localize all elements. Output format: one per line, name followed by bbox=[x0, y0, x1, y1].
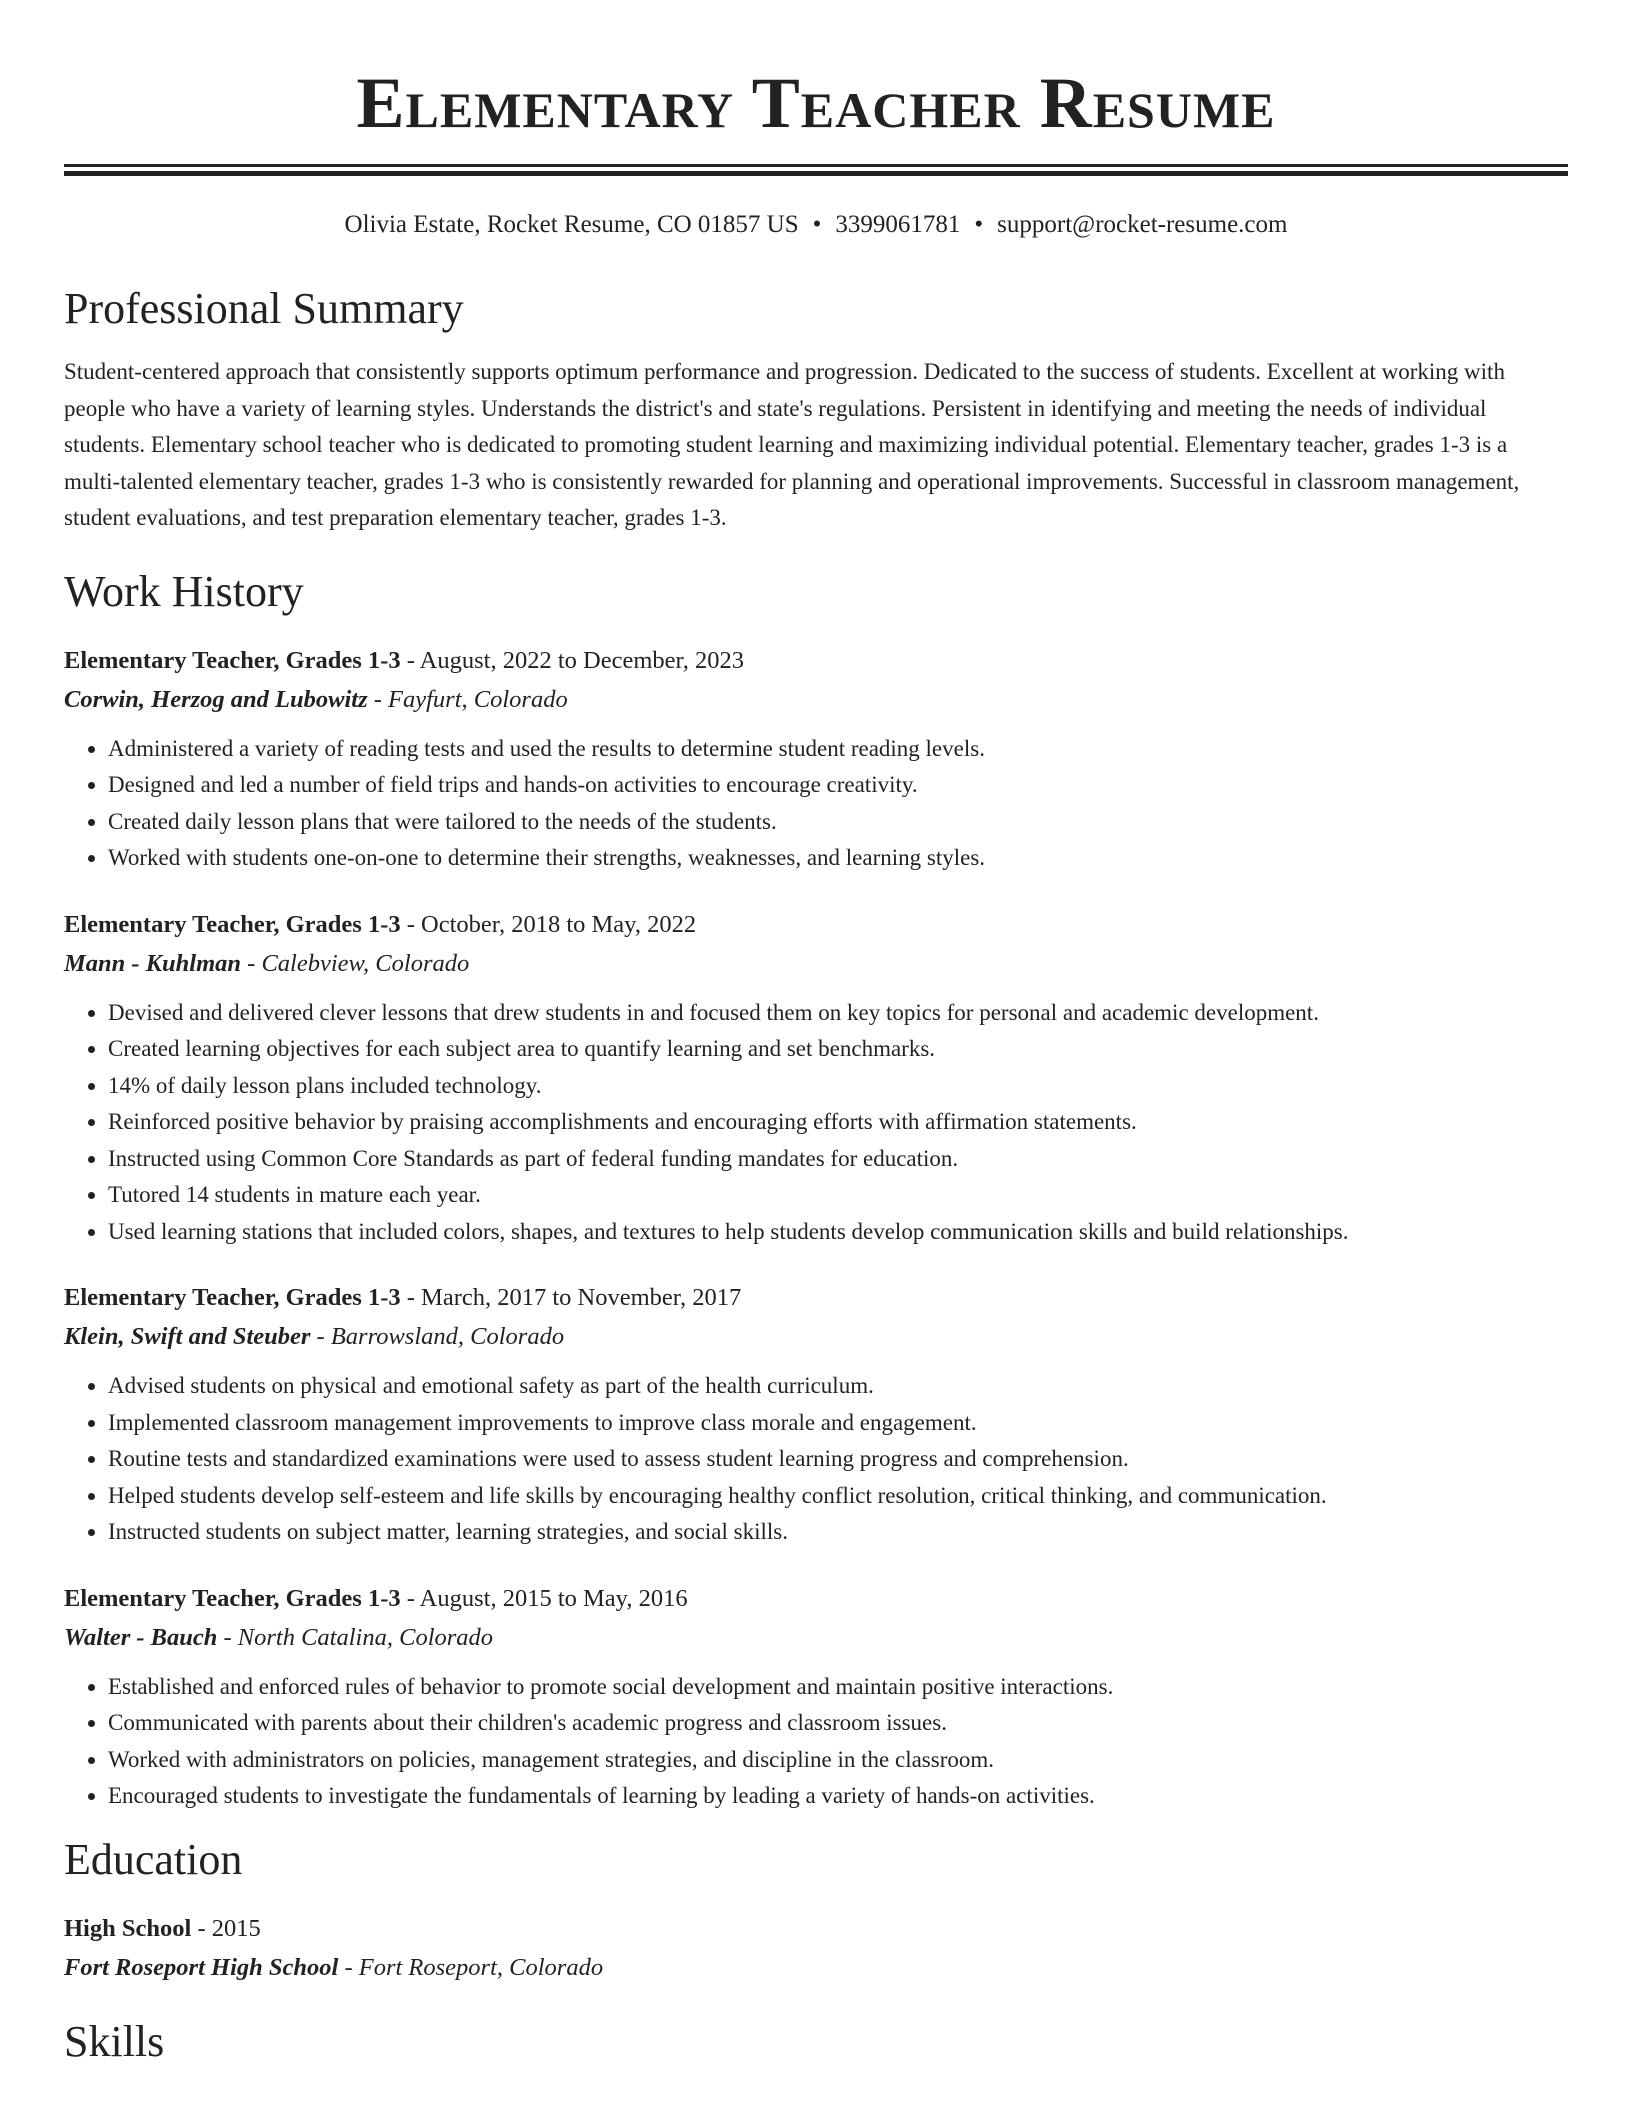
education-school-line bbox=[64, 1948, 1568, 1987]
education-heading: Education bbox=[64, 1834, 243, 1884]
title-divider bbox=[64, 164, 1568, 176]
job-title: Elementary Teacher, Grades 1-3 bbox=[64, 646, 401, 674]
job-location: - Fayfurt, Colorado bbox=[367, 685, 568, 713]
education-degree: High School bbox=[64, 1914, 192, 1942]
job-bullet: • Designed and led a number of field trips and hands-on activities to encourage creativity. bbox=[108, 767, 1568, 804]
job-bullet: • Instructed students on subject matter, learning strategies, and social skills. bbox=[108, 1514, 1568, 1551]
job-bullet: • Communicated with parents about their children's academic progress and classroom issues. bbox=[108, 1705, 1568, 1742]
contact-line bbox=[64, 208, 1568, 242]
work-history-heading: Work History bbox=[64, 566, 304, 616]
job-bullet: • Worked with students one-on-one to determine their strengths, weaknesses, and learning styles. bbox=[108, 840, 1568, 877]
education-entry bbox=[64, 1909, 1568, 1987]
summary-text: Student-centered approach that consistently supports optimum performance and progression. Dedicated to the success of students. Excellent at working with people who have a variety of learning styles. Understands the district's and state's regulations. Persistent in identifying and meeting the needs of individual students. Elementary school teacher who is dedicated to promoting student learning and maximizing individual potential. Elementary teacher, grades 1-3 is a multi-talented elementary teacher, grades 1-3 who is consistently rewarded for planning and operational improvements. Successful in classroom management, student evaluations, and test preparation elementary teacher, grades 1-3. bbox=[64, 359, 1520, 530]
job-employer-line bbox=[64, 680, 1568, 719]
summary-heading: Professional Summary bbox=[64, 284, 464, 333]
contact-separator: • bbox=[812, 211, 822, 238]
job-bullet: • 14% of daily lesson plans included technology. bbox=[108, 1068, 1568, 1105]
job-company: Walter - Bauch bbox=[64, 1623, 218, 1651]
contact-phone: 3399061781 bbox=[835, 211, 961, 238]
skills-heading: Skills bbox=[64, 2016, 165, 2066]
job-bullet: • Worked with administrators on policies, management strategies, and discipline in the classroom. bbox=[108, 1742, 1568, 1779]
job-location: - Barrowsland, Colorado bbox=[310, 1323, 565, 1350]
education-school: Fort Roseport High School bbox=[64, 1953, 339, 1981]
job-employer-line bbox=[64, 1317, 1568, 1356]
job-bullet: • Encouraged students to investigate the fundamentals of learning by leading a variety of hands-on activities. bbox=[108, 1778, 1568, 1815]
job-title-line bbox=[64, 641, 1568, 680]
job-bullets bbox=[64, 731, 1568, 877]
job-entry bbox=[64, 1579, 1568, 1815]
contact-address: Olivia Estate, Rocket Resume, CO 01857 US bbox=[344, 211, 799, 238]
job-company: Mann - Kuhlman bbox=[64, 949, 242, 977]
job-bullet: • Reinforced positive behavior by praising accomplishments and encouraging efforts with affirmation statements. bbox=[108, 1104, 1568, 1141]
job-bullet: • Routine tests and standardized examinations were used to assess student learning progress and comprehension. bbox=[108, 1441, 1568, 1478]
job-bullet: • Implemented classroom management improvements to improve class morale and engagement. bbox=[108, 1405, 1568, 1442]
job-entry bbox=[64, 905, 1568, 1251]
job-company: Corwin, Herzog and Lubowitz bbox=[64, 685, 368, 713]
job-bullet: • Helped students develop self-esteem and life skills by encouraging healthy conflict resolution, critical thinking, and communication. bbox=[108, 1478, 1568, 1515]
job-entry bbox=[64, 1278, 1568, 1551]
job-bullet: • Devised and delivered clever lessons that drew students in and focused them on key topics for personal and academic development. bbox=[108, 995, 1568, 1032]
job-title: Elementary Teacher, Grades 1-3 bbox=[64, 910, 401, 938]
job-employer-line bbox=[64, 1618, 1568, 1657]
job-title-line bbox=[64, 1278, 1568, 1317]
job-location: - North Catalina, Colorado bbox=[217, 1623, 494, 1651]
job-bullet: • Established and enforced rules of behavior to promote social development and maintain positive interactions. bbox=[108, 1669, 1568, 1706]
job-bullet: • Instructed using Common Core Standards as part of federal funding mandates for education. bbox=[108, 1141, 1568, 1178]
job-bullet: • Used learning stations that included colors, shapes, and textures to help students develop communication skills and build relationships. bbox=[108, 1214, 1568, 1251]
education-degree-line bbox=[64, 1909, 1568, 1948]
job-title-line bbox=[64, 1579, 1568, 1618]
job-bullets bbox=[64, 1669, 1568, 1815]
education-year: - 2015 bbox=[191, 1914, 261, 1942]
job-title: Elementary Teacher, Grades 1-3 bbox=[64, 1284, 401, 1311]
resume-title: Elementary Teacher Resume bbox=[356, 63, 1276, 143]
job-dates: - October, 2018 to May, 2022 bbox=[400, 910, 697, 938]
job-company: Klein, Swift and Steuber bbox=[64, 1323, 311, 1350]
contact-separator: • bbox=[974, 211, 984, 238]
job-bullet: • Created daily lesson plans that were tailored to the needs of the students. bbox=[108, 804, 1568, 841]
job-bullet: • Created learning objectives for each subject area to quantify learning and set benchmarks. bbox=[108, 1031, 1568, 1068]
job-dates: - August, 2022 to December, 2023 bbox=[400, 646, 744, 674]
job-dates: - March, 2017 to November, 2017 bbox=[400, 1284, 742, 1311]
job-dates: - August, 2015 to May, 2016 bbox=[400, 1584, 688, 1612]
job-bullets bbox=[64, 995, 1568, 1251]
job-title: Elementary Teacher, Grades 1-3 bbox=[64, 1584, 401, 1612]
job-title-line bbox=[64, 905, 1568, 944]
job-employer-line bbox=[64, 944, 1568, 983]
education-location: - Fort Roseport, Colorado bbox=[338, 1953, 604, 1981]
job-entry bbox=[64, 641, 1568, 877]
job-bullet: • Advised students on physical and emotional safety as part of the health curriculum. bbox=[108, 1368, 1568, 1405]
job-bullets bbox=[64, 1368, 1568, 1551]
contact-email: support@rocket-resume.com bbox=[997, 211, 1288, 238]
job-bullet: • Tutored 14 students in mature each year. bbox=[108, 1177, 1568, 1214]
job-location: - Calebview, Colorado bbox=[241, 949, 470, 977]
job-bullet: • Administered a variety of reading tests and used the results to determine student reading levels. bbox=[108, 731, 1568, 768]
